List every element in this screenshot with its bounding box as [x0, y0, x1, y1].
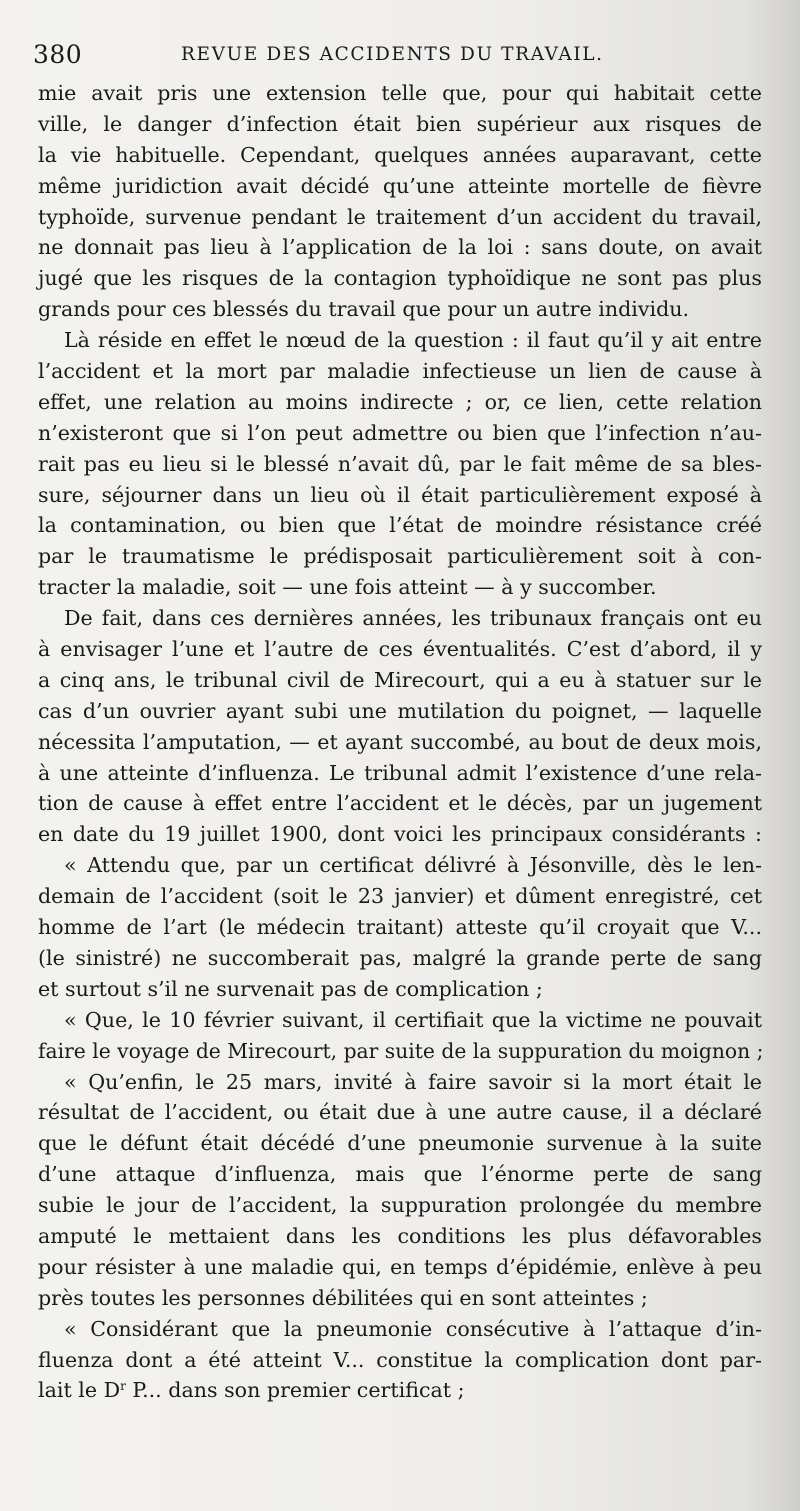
text-line: mie avait pris une extension telle que, pour qui habitait cette	[38, 81, 762, 105]
quote-start-line: « Considérant que la pneumonie consécutive à l’attaque d’in-	[64, 1316, 762, 1341]
text-line: jugé que les risques de la contagion typhoïdique ne sont pas plus	[38, 266, 762, 291]
text-line: la vie habituelle. Cependant, quelques années auparavant, cette	[38, 142, 762, 167]
text-line: sure, séjourner dans un lieu où il était particulièrement exposé à	[38, 482, 762, 507]
text-line: a cinq ans, le tribunal civil de Mirecourt, qui a eu à statuer sur le	[38, 667, 762, 692]
text-line: résultat de l’accident, ou était due à une autre cause, il a déclaré	[38, 1100, 762, 1125]
text-fragment: lait le D	[38, 1378, 121, 1403]
text-line: en date du 19 juillet 1900, dont voici les principaux considérants :	[38, 822, 762, 847]
text-line: d’une attaque d’influenza, mais que l’énorme perte de sang	[38, 1162, 762, 1187]
superscript: r	[120, 1379, 126, 1394]
page-number: 380	[33, 40, 83, 69]
text-line: même juridiction avait décidé qu’une atteinte mortelle de fièvre	[38, 173, 762, 198]
text-line: typhoïde, survenue pendant le traitement d’un accident du travail,	[38, 204, 762, 229]
running-title: REVUE DES ACCIDENTS DU TRAVAIL.	[181, 44, 604, 65]
text-line: n’existeront que si l’on peut admettre ou bien que l’infection n’au-	[38, 420, 762, 445]
text-line: nécessita l’amputation, — et ayant succombé, au bout de deux mois,	[38, 729, 762, 754]
body-text	[38, 78, 762, 1406]
text-fragment: P... dans son premier certificat ;	[125, 1378, 465, 1403]
text-line: la contamination, ou bien que l’état de moindre résistance créé	[38, 513, 762, 538]
quote-start-line: « Que, le 10 février suivant, il certifiait que la victime ne pouvait	[64, 1007, 762, 1032]
text-line: cas d’un ouvrier ayant subi une mutilation du poignet, — laquelle	[38, 698, 762, 723]
quote-start-line: « Attendu que, par un certificat délivré à Jésonville, dès le len-	[64, 853, 762, 878]
quote-start-line: « Qu’enfin, le 25 mars, invité à faire savoir si la mort était le	[64, 1069, 762, 1094]
text-line: demain de l’accident (soit le 23 janvier) et dûment enregistré, cet	[38, 884, 762, 909]
paragraph-start-line: De fait, dans ces dernières années, les tribunaux français ont eu	[64, 606, 762, 631]
text-line: fluenza dont a été atteint V... constitue la complication dont par-	[38, 1347, 762, 1372]
text-line: grands pour ces blessés du travail que pour un autre individu.	[38, 297, 690, 322]
text-line: ne donnait pas lieu à l’application de la loi : sans doute, on avait	[38, 235, 762, 260]
text-line: l’accident et la mort par maladie infectieuse un lien de cause à	[38, 359, 762, 384]
text-line: rait pas eu lieu si le blessé n’avait dû, par le fait même de sa bles-	[38, 451, 762, 476]
text-line: et surtout s’il ne survenait pas de complication ;	[38, 976, 543, 1001]
text-line: par le traumatisme le prédisposait particulièrement soit à con-	[38, 544, 762, 569]
text-line: à une atteinte d’influenza. Le tribunal admit l’existence d’une rela-	[38, 760, 762, 785]
text-line: (le sinistré) ne succomberait pas, malgré la grande perte de sang	[38, 945, 762, 970]
text-line: effet, une relation au moins indirecte ; or, ce lien, cette relation	[38, 389, 762, 414]
text-line: homme de l’art (le médecin traitant) atteste qu’il croyait que V...	[38, 915, 762, 940]
text-line: amputé le mettaient dans les conditions les plus défavorables	[38, 1223, 762, 1248]
text-line: tion de cause à effet entre l’accident et le décès, par un jugement	[38, 791, 762, 816]
text-line: faire le voyage de Mirecourt, par suite de la suppuration du moignon ;	[38, 1038, 764, 1063]
text-line: tracter la maladie, soit — une fois atteint — à y succomber.	[38, 575, 657, 600]
page-header	[33, 40, 760, 76]
text-line: subie le jour de l’accident, la suppuration prolongée du membre	[38, 1193, 762, 1218]
paragraph-start-line: Là réside en effet le nœud de la question : il faut qu’il y ait entre	[64, 328, 762, 353]
text-line: pour résister à une maladie qui, en temps d’épidémie, enlève à peu	[38, 1254, 762, 1279]
text-line: ville, le danger d’infection était bien supérieur aux risques de	[38, 111, 762, 136]
text-line	[38, 1375, 762, 1406]
text-line: à envisager l’une et l’autre de ces éventualités. C’est d’abord, il y	[38, 637, 762, 662]
text-line: que le défunt était décédé d’une pneumonie survenue à la suite	[38, 1131, 762, 1156]
text-line: près toutes les personnes débilitées qui en sont atteintes ;	[38, 1285, 648, 1310]
